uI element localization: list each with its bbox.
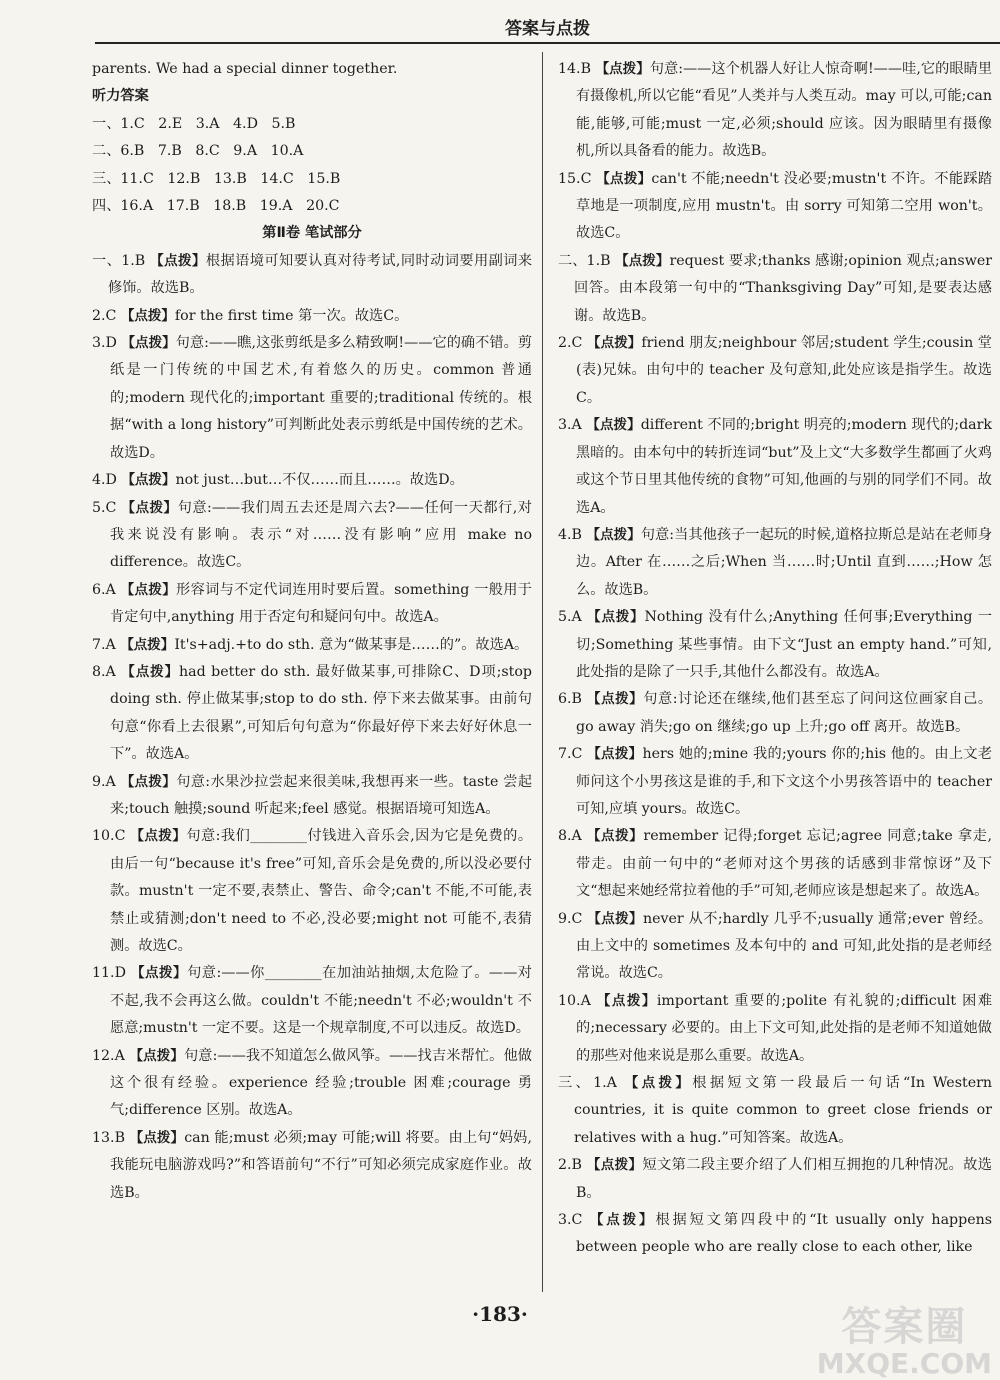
hint-tag: 【点拨】 (596, 170, 652, 187)
answer-item (558, 248, 992, 330)
answer-number: 3.A (558, 417, 582, 434)
answer-number: 12.A (92, 1047, 125, 1064)
answer-number: 7.C (558, 746, 583, 763)
answer-explanation: Nothing 没有什么;Anything 任何事;Everything 一切;Something 某些事情。由下文“Just an empty hand.”可知,此处指的是除了一只手,其他什么都没有。故选A。 (576, 609, 993, 680)
answer-item (92, 960, 532, 1042)
intro-text: parents. We had a special dinner together. (92, 61, 398, 77)
answer-explanation: can 能;must 必须;may 可能;will 将要。由上句“妈妈,我能玩电脑游戏吗?”和答语前句“不行”可知必须完成家庭作业。故选B。 (110, 1129, 533, 1201)
answer-explanation: friend 朋友;neighbour 邻居;student 学生;cousin 堂(表)兄妹。由句中的 teacher 及句意知,此处应该是指学生。故选C。 (576, 335, 992, 406)
hint-tag: 【点拨】 (587, 910, 643, 927)
listening-answers-row: 二、6.B 7.B 8.C 9.A 10.A (92, 143, 304, 160)
answer-item (92, 577, 532, 632)
listening-answers-row: 三、11.C 12.B 13.B 14.C 15.B (92, 170, 341, 187)
hint-tag: 【点拨】 (586, 828, 644, 845)
answer-explanation: 根据语境可知要认真对待考试,同时动词要用副词来修饰。故选B。 (108, 252, 533, 297)
hint-tag: 【点拨】 (615, 252, 670, 269)
answer-explanation: can't 不能;needn't 没必要;mustn't 不许。不能踩踏草地是一项制度,应用 mustn't。由 sorry 可知第二空用 won't。故选C。 (576, 170, 993, 242)
answer-explanation: request 要求;thanks 感谢;opinion 观点;answer 回答。由本段第一句中的“Thanksgiving Day”可知,是要表达感谢。故选B。 (574, 252, 993, 324)
answer-item (558, 1070, 992, 1152)
answer-item (558, 823, 992, 905)
answer-number: 一、1.B (92, 252, 146, 269)
answer-item (92, 1125, 532, 1207)
answer-item (558, 330, 992, 412)
answer-explanation: 句意:当其他孩子一起玩的时候,道格拉斯总是站在老师身边。After 在……之后;When 当……时;Until 直到……;How 怎么。故选B。 (576, 526, 993, 598)
answer-item (92, 823, 532, 960)
watermark-logo: 答案圈 MXQE.COM (816, 1304, 992, 1380)
answer-number: 10.A (558, 992, 591, 1009)
answer-item (92, 303, 532, 330)
answer-number: 5.C (92, 499, 117, 516)
answer-item (558, 1207, 992, 1262)
right-column (558, 56, 992, 1262)
answer-explanation: 短文第二段主要介绍了人们相互拥抱的几种情况。故选B。 (576, 1157, 992, 1201)
answer-item (92, 467, 532, 494)
listening-answers-title: 听力答案 (92, 88, 149, 105)
answer-number: 10.C (92, 828, 126, 845)
answer-item (558, 686, 992, 741)
answer-number: 7.A (92, 636, 116, 653)
hint-tag: 【点拨】 (121, 472, 176, 489)
answer-explanation: 根据短文第一段最后一句话“In Western countries, it is quite common to greet close friends or relatives with a hug.”可知答案。故选A。 (574, 1075, 993, 1146)
answer-number: 2.B (558, 1157, 582, 1174)
answer-explanation: 句意:——我不知道怎么做风筝。——找吉米帮忙。他做这个很有经验。experience 经验;trouble 困难;courage 勇气;difference 区别。故选A。 (110, 1047, 532, 1119)
answer-explanation: 句意:——你________在加油站抽烟,太危险了。——对不起,我不会再这么做。couldn't 不能;needn't 不必;wouldn't 不愿意;mustn't 一定不要。这是一个规章制度,不可以违反。故选D。 (110, 965, 532, 1037)
hint-tag: 【点拨】 (624, 1075, 693, 1092)
listening-answers-row: 一、1.C 2.E 3.A 4.D 5.B (92, 115, 296, 132)
hint-tag: 【点拨】 (121, 335, 176, 352)
answer-number: 二、1.B (558, 252, 611, 269)
hint-tag: 【点拨】 (586, 526, 641, 543)
answer-explanation: 句意:我们________付钱进入音乐会,因为它是免费的。由后一句“because it's free”可知,音乐会是免费的,所以没必要付款。mustn't 一定不要,表禁止、警告、命令;can't 不能,不可能,表禁止或猜测;don't need to 不必,没必要;might not 可能不,表猜测。故选C。 (110, 828, 533, 954)
answer-number: 2.C (558, 335, 583, 352)
answer-explanation: for the first time 第一次。故选C。 (174, 307, 409, 324)
answer-explanation: different 不同的;bright 明亮的;modern 现代的;dark 黑暗的。由本句中的转折连词“but”及上文“大多数学生都画了火鸡或这个节日里其他传统的食物”可知,他画的与别的同学们不同。故选A。 (576, 417, 992, 516)
hint-tag: 【点拨】 (587, 609, 645, 626)
answer-number: 4.D (92, 472, 117, 489)
answer-explanation: 形容词与不定代词连用时要后置。something 一般用于肯定句中,anything 用于否定句和疑问句中。故选A。 (110, 581, 532, 626)
left-column (92, 56, 532, 1207)
answer-item (558, 1152, 992, 1207)
answer-number: 8.A (558, 828, 582, 845)
answer-item (92, 769, 532, 824)
answer-explanation: 句意:水果沙拉尝起来很美味,我想再来一些。taste 尝起来;touch 触摸;sound 听起来;feel 感觉。根据语境可知选A。 (110, 773, 533, 817)
hint-tag: 【点拨】 (129, 1129, 185, 1146)
hint-tag: 【点拨】 (120, 581, 177, 598)
left-answer-list (92, 248, 532, 1207)
answer-number: 14.B (558, 61, 591, 77)
answer-explanation: never 从不;hardly 几乎不;usually 通常;ever 曾经。由上文中的 sometimes 及本句中的 and 可知,此处指的是老师经常说。故选C。 (576, 910, 993, 982)
column-divider (542, 52, 543, 1292)
answer-number: 13.B (92, 1129, 125, 1146)
answer-number: 5.A (558, 609, 582, 626)
hint-tag: 【点拨】 (586, 417, 641, 434)
answer-number: 9.C (558, 910, 583, 927)
hint-tag: 【点拨】 (120, 636, 175, 653)
hint-tag: 【点拨】 (130, 965, 188, 982)
answer-explanation: 句意:讨论还在继续,他们甚至忘了问问这位画家自己。go away 消失;go on 继续;go up 上升;go off 离开。故选B。 (576, 691, 993, 735)
answer-explanation: not just…but…不仅……而且……。故选D。 (175, 472, 464, 489)
answer-number: 15.C (558, 170, 592, 187)
answer-number: 3.D (92, 335, 117, 352)
page-number: ·183· (472, 1302, 528, 1326)
answer-explanation: 句意:——瞧,这张剪纸是多么精致啊!——它的确不错。剪纸是一门传统的中国艺术,有着悠久的历史。common 普通的;modern 现代化的;important 重要的;traditional 传统的。根据“with a long history”可判断此处表示剪纸是中国传统的艺术。故选D。 (110, 335, 533, 461)
answer-number: 4.B (558, 526, 582, 543)
answer-explanation: remember 记得;forget 忘记;agree 同意;take 拿走,带走。由前一句中的“老师对这个男孩的话感到非常惊讶”及下文“想起来她经常拉着他的手”可知,老师应该是想起来了。故选A。 (576, 828, 993, 900)
answer-explanation: 句意:——这个机器人好让人惊奇啊!——哇,它的眼睛里有摄像机,所以它能“看见”人类并与人类互动。may 可以,可能;can 能,能够,可能;must 一定,必须;should 应该。因为眼睛里有摄像机,所以具备看的能力。故选B。 (576, 61, 993, 160)
listening-answers-row: 四、16.A 17.B 18.B 19.A 20.C (92, 198, 340, 215)
answer-number: 8.A (92, 663, 116, 680)
answer-explanation: important 重要的;polite 有礼貌的;difficult 困难的;necessary 必要的。由上下文可知,此处指的是老师不知道她做的那些对他来说是那么重要。故选A。 (576, 992, 993, 1064)
answer-explanation: 句意:——我们周五去还是周六去?——任何一天都行,对我来说没有影响。表示“对……没有影响”应用 make no difference。故选C。 (110, 499, 532, 571)
hint-tag: 【点拨】 (586, 1157, 643, 1174)
answer-explanation: It's+adj.+to do sth. 意为“做某事是……的”。故选A。 (174, 636, 529, 653)
answer-item (92, 659, 532, 769)
answer-item (558, 56, 992, 166)
answer-item (558, 604, 992, 686)
section-title: 第Ⅱ卷 笔试部分 (262, 225, 362, 242)
answer-explanation: hers 她的;mine 我的;yours 你的;his 他的。由上文老师问这个小男孩这是谁的手,和下文这个小男孩答语中的 teacher 可知,应填 yours。故选C。 (576, 746, 993, 817)
answer-number: 2.C (92, 307, 117, 324)
answer-item (92, 330, 532, 467)
answer-item (92, 495, 532, 577)
answer-explanation: had better do sth. 最好做某事,可排除C、D项;stop doing sth. 停止做某事;stop to do sth. 停下来去做某事。由前句句意“你看上去很累”,可知后句句意为“你最好停下来去好好休息一下”。故选A。 (110, 663, 533, 763)
answer-item (92, 632, 532, 659)
hint-tag: 【点拨】 (129, 1047, 184, 1064)
hint-tag: 【点拨】 (120, 773, 177, 790)
hint-tag: 【点拨】 (595, 61, 650, 77)
answer-item (558, 166, 992, 248)
answer-number: 6.A (92, 581, 116, 598)
answer-item (558, 522, 992, 604)
page-header: 答案与点拨 (95, 18, 1000, 44)
hint-tag: 【点拨】 (587, 691, 644, 708)
hint-tag: 【点拨】 (120, 307, 175, 324)
hint-tag: 【点拨】 (130, 828, 187, 845)
hint-tag: 【点拨】 (587, 335, 642, 352)
hint-tag: 【点拨】 (596, 992, 657, 1009)
answer-item (558, 988, 992, 1070)
answer-number: 11.D (92, 965, 126, 982)
answer-number: 三、1.A (558, 1075, 617, 1092)
hint-tag: 【点拨】 (121, 663, 180, 680)
answer-item (92, 1043, 532, 1125)
answer-item (558, 741, 992, 823)
answer-number: 3.C (558, 1212, 583, 1229)
answer-item (92, 248, 532, 303)
hint-tag: 【点拨】 (121, 499, 178, 516)
right-answer-list (558, 56, 992, 1262)
hint-tag: 【点拨】 (587, 746, 643, 763)
hint-tag: 【点拨】 (589, 1212, 656, 1229)
answer-number: 6.B (558, 691, 582, 708)
answer-number: 9.A (92, 773, 116, 790)
answer-item (558, 412, 992, 522)
answer-item (558, 906, 992, 988)
answer-explanation: 根据短文第四段中的“It usually only happens between people who are really close to each other, like (576, 1212, 993, 1256)
hint-tag: 【点拨】 (150, 252, 206, 269)
